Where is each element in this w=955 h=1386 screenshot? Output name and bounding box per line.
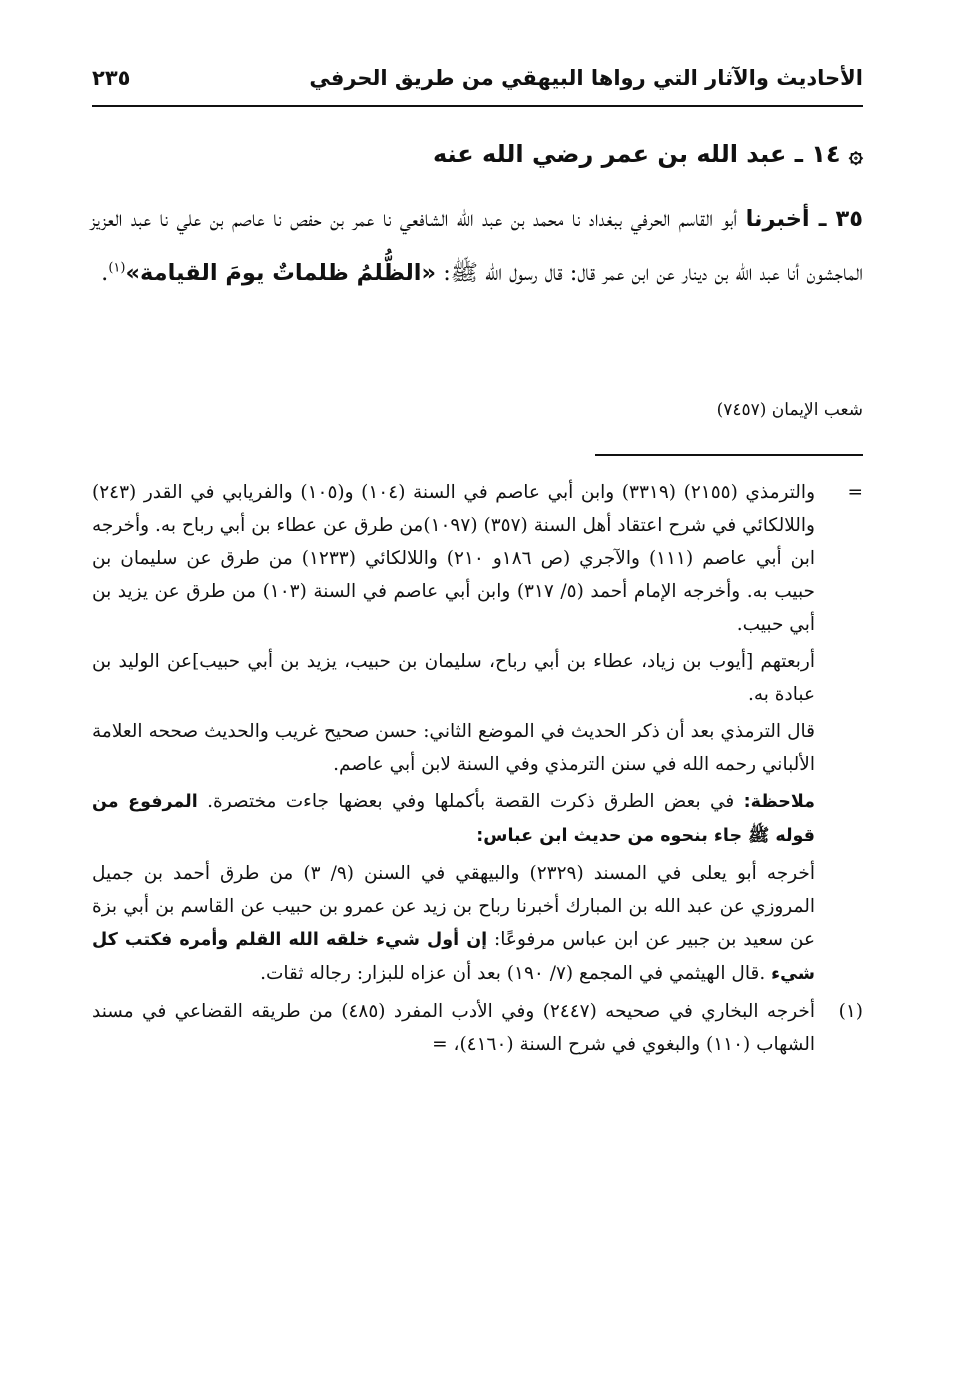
footnote-mark: (١) <box>838 1001 863 1022</box>
footnote-bold-text: المرفوع من قوله ﷺ جاء بنحوه من حديث ابن عباس: <box>92 792 815 846</box>
footnote-paragraph <box>92 715 863 781</box>
hadith-paragraph <box>90 192 863 300</box>
footnote-text: .قال الهيثمي في المجمع (٧/ ١٩٠) بعد أن عزاه للبزار: رجاله ثقات. <box>260 963 772 984</box>
footnote-paragraph <box>92 857 863 991</box>
footnote-paragraph <box>92 645 863 711</box>
isnad-text: أبو القاسم الحرفي ببغداد نا محمد بن عبد الله الشافعي نا عمر بن حفص نا عاصم بن علي نا عبد العزيز الماجشون أنا عبد الله بن دينار عن ابن عمر قال: قال رسول الله ﷺ: <box>90 206 863 286</box>
section-title: ۞ ١٤ ـ عبد الله بن عمر رضي الله عنه <box>432 140 863 168</box>
hadith-matn: «الظُّلمُ ظلماتٌ يومَ القيامة» <box>125 260 437 286</box>
footnote-paragraph <box>92 785 863 853</box>
footnote-rule <box>595 454 863 456</box>
footnote-text: أخرجه البخاري في صحيحه (٢٤٤٧) وفي الأدب المفرد (٤٨٥) من طريقه القضاعي في مسند الشهاب (١١٠) والبغوي في شرح السنة (٤١٦٠)، = <box>92 1001 815 1055</box>
footnote-text: والترمذي (٢١٥٥) (٣٣١٩) وابن أبي عاصم في السنة (١٠٤) و(١٠٥) والفريابي في القدر (٢٤٣) واللالكائي في شرح اعتقاد أهل السنة (٣٥٧) (١٠٩٧)من طرق عن عطاء بن أبي رباح به. وأخرجه ابن أبي عاصم (١١١) والآجري (ص ١٨٦و ٢١٠) واللالكائي (١٢٣٣) من طرق عن سليمان بن حبيب به. وأخرجه الإمام أحمد (٥/ ٣١٧) وابن أبي عاصم في السنة (١٠٣) من طرق عن يزيد بن أبي حبيب. <box>92 482 816 635</box>
header-rule <box>92 105 863 107</box>
footnote-mark: = <box>847 482 863 503</box>
footnote-text: أخرجه أبو يعلى في المسند (٢٣٢٩) والبيهقي في السنن (٩/ ٣) من طرق أحمد بن جميل المروزي عن عبد الله بن المبارك أخبرنا رباح بن زيد عن عمرو بن حبيب عن القاسم بن أبي بزة عن سعيد بن جبير عن ابن عباس مرفوعًا: <box>92 863 816 950</box>
footnote-bold-text: إن أول شيء خلقه الله القلم وأمره فكتب كل شيء <box>92 930 815 984</box>
header-title: الأحاديث والآثار التي رواها البيهقي من طريق الحرفي <box>309 66 863 90</box>
running-header <box>92 66 863 102</box>
footnote-reference: (١) <box>108 260 126 276</box>
footnote-paragraph <box>92 995 863 1061</box>
footnote-paragraph <box>92 476 863 641</box>
footnote-bold-text: ملاحظة: <box>743 792 816 812</box>
footnote-text: أربعتهم [أيوب بن زياد، عطاء بن أبي رباح، سليمان بن حبيب، يزيد بن أبي حبيب]عن الوليد بن عبادة به. <box>92 651 815 705</box>
page-number: ٢٣٥ <box>92 66 131 90</box>
hadith-number-lead: ٣٥ ـ أخبرنا <box>745 206 863 232</box>
footnote-text: قال الترمذي بعد أن ذكر الحديث في الموضع الثاني: حسن صحيح غريب والحديث صححه العلامة الألباني رحمه الله في سنن الترمذي وفي السنة لابن أبي عاصم. <box>92 721 815 775</box>
footnotes <box>92 476 863 1065</box>
footnote-text: في بعض الطرق ذكرت القصة بأكملها وفي بعضها جاءت مختصرة. <box>197 791 744 812</box>
source-reference: شعب الإيمان (٧٤٥٧) <box>716 400 863 420</box>
sentence-end: . <box>101 260 109 286</box>
